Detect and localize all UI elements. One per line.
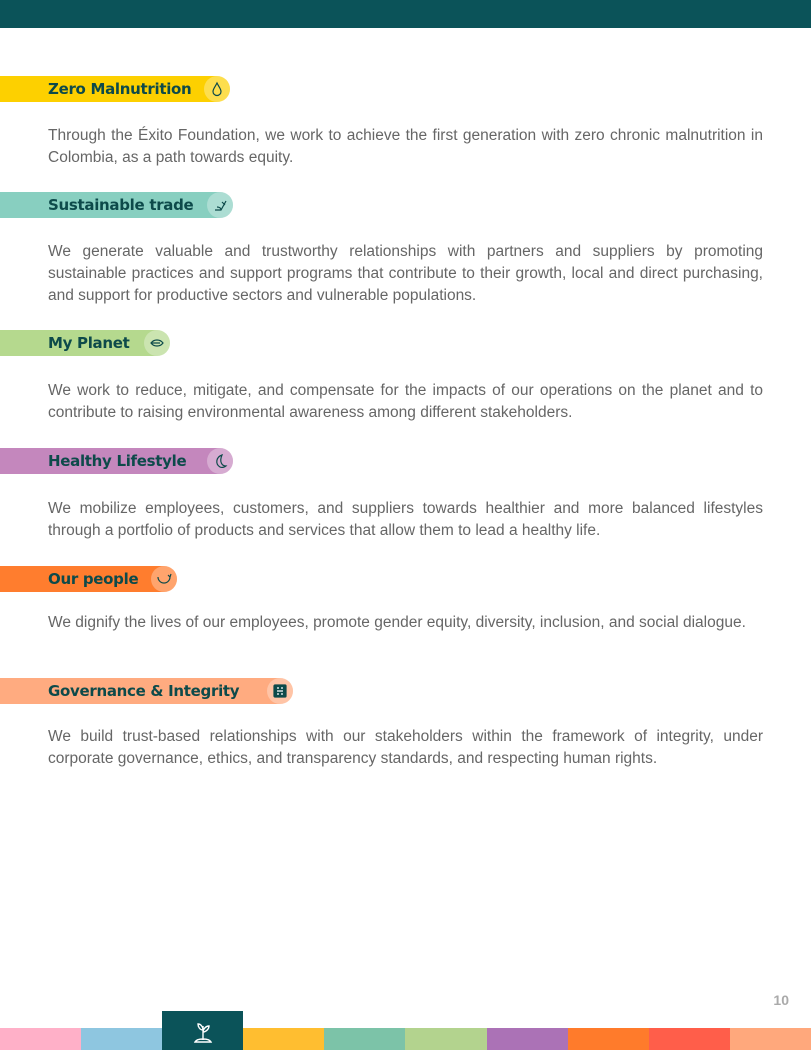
footer-stripe <box>487 1028 568 1050</box>
section-description: We mobilize employees, customers, and suppliers towards healthier and more balanced lifestyles through a portfolio of products and services that allow them to lead a healthy life. <box>48 500 763 539</box>
section-description: We work to reduce, mitigate, and compensate for the impacts of our operations on the planet and to contribute to raising environmental awareness among different stakeholders. <box>48 382 763 421</box>
top-bar <box>0 0 811 28</box>
section-description: We dignify the lives of our employees, promote gender equity, diversity, inclusion, and social dialogue. <box>48 614 746 631</box>
section-heading-pill <box>0 448 233 474</box>
footer-color-stripes <box>0 1028 811 1050</box>
footer-stripe <box>649 1028 730 1050</box>
footer-stripe <box>0 1028 81 1050</box>
section-description: We generate valuable and trustworthy relationships with partners and suppliers by promoting sustainable practices and support programs that contribute to their growth, local and direct purchasing, and support for productive sectors and vulnerable populations. <box>48 243 763 304</box>
footer-stripe <box>730 1028 811 1050</box>
section-heading-pill <box>0 678 293 704</box>
section-title: Sustainable trade <box>48 196 194 214</box>
section-description: We build trust-based relationships with our stakeholders within the framework of integrity, under corporate governance, ethics, and transparency standards, and respecting human rights. <box>48 728 763 767</box>
section-heading-pill <box>0 330 170 356</box>
section-title: Our people <box>48 570 139 588</box>
section-heading-pill <box>0 76 230 102</box>
section-heading-pill <box>0 192 233 218</box>
section-heading-pill <box>0 566 177 592</box>
banana-icon <box>207 448 233 474</box>
section-title: Zero Malnutrition <box>48 80 192 98</box>
footer-stripe <box>81 1028 162 1050</box>
water-drop-icon <box>204 76 230 102</box>
section-title: Healthy Lifestyle <box>48 452 187 470</box>
section-title: My Planet <box>48 334 130 352</box>
leaf-icon <box>144 330 170 356</box>
footer-stripe <box>324 1028 405 1050</box>
governance-grid-icon <box>267 678 293 704</box>
section-title: Governance & Integrity <box>48 682 240 700</box>
footer-stripe <box>568 1028 649 1050</box>
sprout-logo-icon <box>162 1011 243 1050</box>
section-description: Through the Éxito Foundation, we work to achieve the first generation with zero chronic malnutrition in Colombia, as a path towards equity. <box>48 127 763 166</box>
footer-stripe <box>243 1028 324 1050</box>
hand-plant-icon <box>207 192 233 218</box>
footer-stripe <box>405 1028 486 1050</box>
smile-arrow-icon <box>151 566 177 592</box>
page-number: 10 <box>773 992 789 1008</box>
